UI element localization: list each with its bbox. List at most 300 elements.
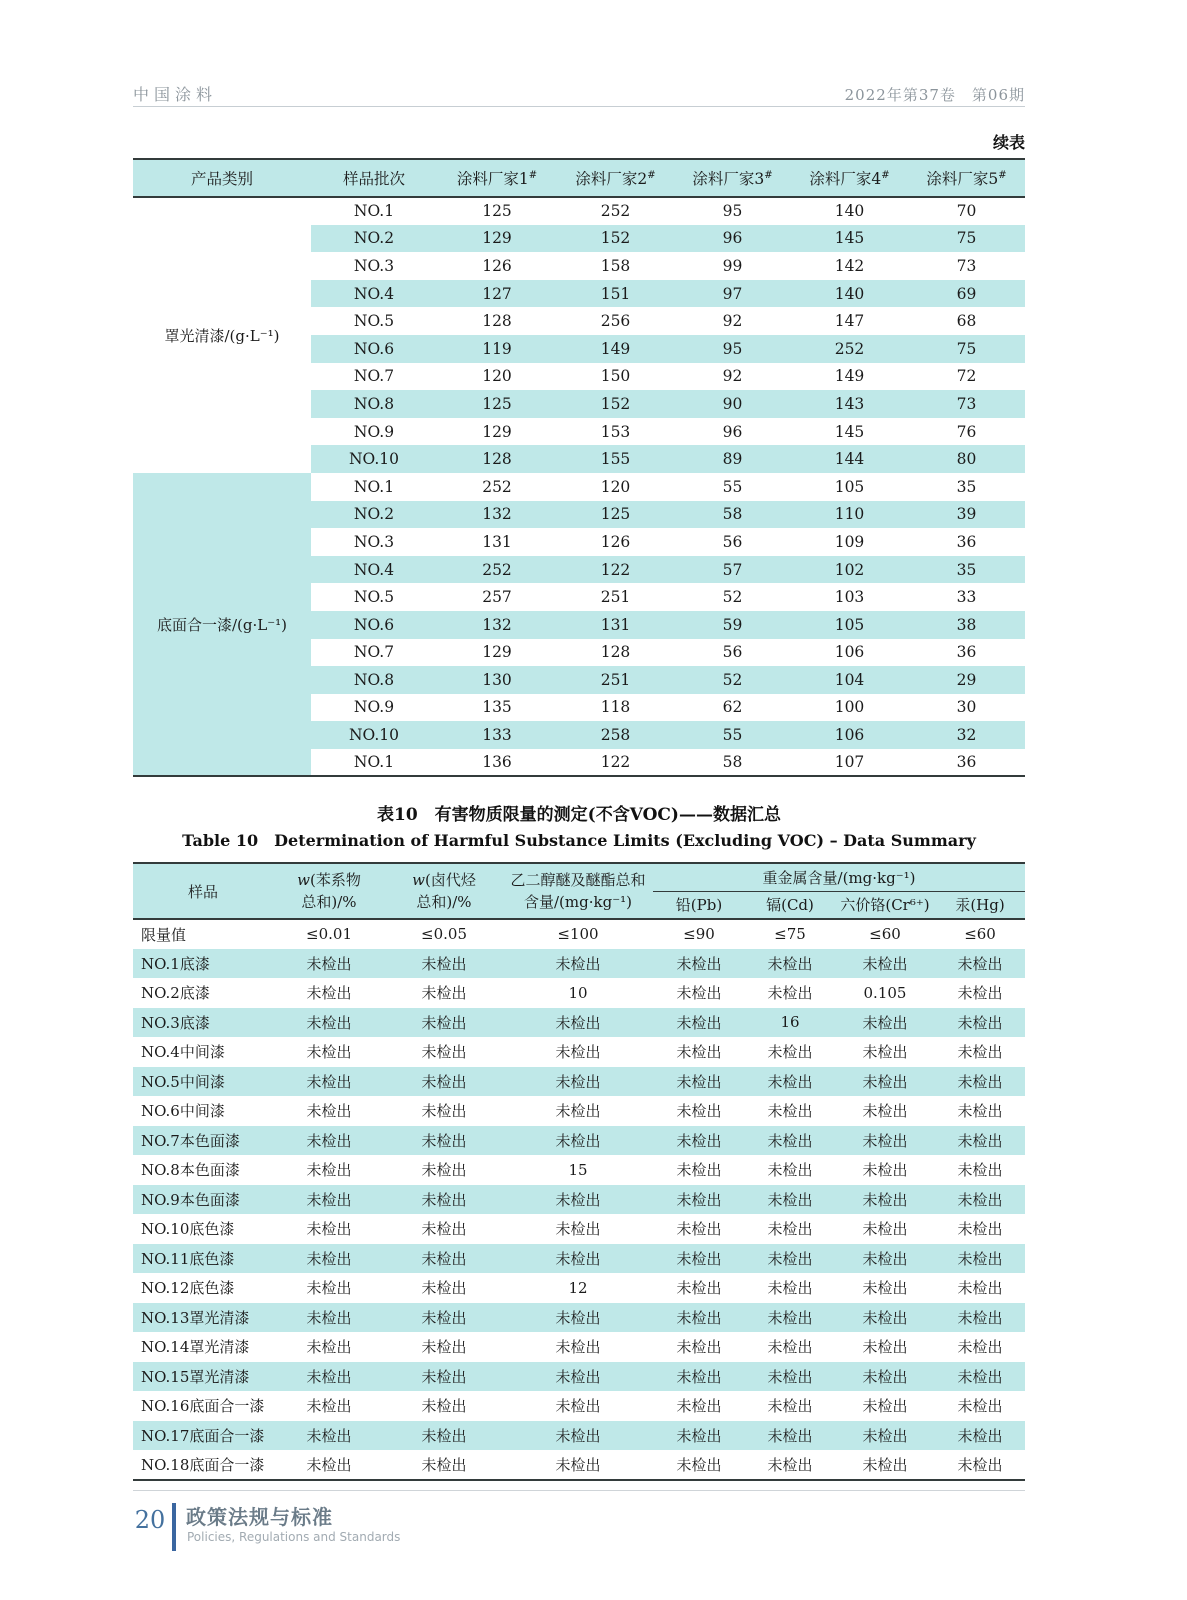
sample-label-cell: NO.3底漆 bbox=[141, 1013, 210, 1032]
value-cell: 106 bbox=[834, 643, 865, 662]
value-cell: 未检出 bbox=[957, 1161, 1003, 1180]
t1-header-sample-batch: 样品批次 bbox=[311, 159, 437, 197]
value-cell: 95 bbox=[722, 202, 743, 221]
value-cell: 147 bbox=[834, 312, 865, 331]
value-cell: 70 bbox=[956, 202, 977, 221]
value-cell: 109 bbox=[834, 532, 865, 551]
value-cell: 140 bbox=[834, 202, 865, 221]
value-cell: 0.105 bbox=[863, 983, 907, 1002]
value-cell: 16 bbox=[780, 1013, 800, 1032]
value-cell: 153 bbox=[600, 422, 631, 441]
value-cell: 未检出 bbox=[862, 1455, 908, 1474]
value-cell: 未检出 bbox=[306, 954, 352, 973]
value-cell: 未检出 bbox=[862, 1102, 908, 1121]
sample-batch-cell: NO.4 bbox=[353, 284, 395, 303]
harmful-substance-table bbox=[133, 862, 1025, 1481]
sample-batch-cell: NO.7 bbox=[353, 643, 395, 662]
table-row bbox=[133, 1126, 1025, 1156]
value-cell: 149 bbox=[600, 339, 631, 358]
t1-header-manufacturer-2: 涂料厂家2# bbox=[557, 159, 674, 197]
t2-header-mercury: 汞(Hg) bbox=[935, 891, 1025, 919]
value-cell: 未检出 bbox=[862, 1426, 908, 1445]
value-cell: 未检出 bbox=[767, 1161, 813, 1180]
sample-label-cell: NO.2底漆 bbox=[141, 984, 210, 1003]
value-cell: 未检出 bbox=[767, 1190, 813, 1209]
value-cell: 96 bbox=[722, 422, 743, 441]
sample-batch-cell: NO.4 bbox=[353, 560, 395, 579]
value-cell: 122 bbox=[600, 560, 631, 579]
sample-label-cell: NO.13罩光清漆 bbox=[141, 1308, 250, 1327]
footer-rule bbox=[133, 1490, 1025, 1491]
sample-batch-cell: NO.1 bbox=[353, 477, 395, 496]
value-cell: 58 bbox=[722, 753, 743, 772]
value-cell: 145 bbox=[834, 422, 865, 441]
sample-label-cell: NO.11底色漆 bbox=[141, 1249, 235, 1268]
value-cell: 未检出 bbox=[555, 954, 601, 973]
table-row bbox=[133, 1450, 1025, 1480]
voc-continued-table bbox=[133, 158, 1025, 777]
value-cell: 未检出 bbox=[306, 1013, 352, 1032]
value-cell: 122 bbox=[600, 753, 631, 772]
value-cell: 62 bbox=[722, 698, 743, 717]
value-cell: 未检出 bbox=[957, 1249, 1003, 1268]
value-cell: 未检出 bbox=[862, 954, 908, 973]
value-cell: ≤60 bbox=[869, 925, 901, 944]
table2-title-en: Table 10 Determination of Harmful Substance Limits (Excluding VOC) – Data Summary bbox=[182, 831, 976, 850]
table-row bbox=[133, 1391, 1025, 1421]
table-row bbox=[133, 1096, 1025, 1126]
value-cell: 52 bbox=[722, 588, 743, 607]
value-cell: 未检出 bbox=[676, 1279, 722, 1298]
value-cell: 未检出 bbox=[957, 1220, 1003, 1239]
value-cell: 76 bbox=[956, 422, 977, 441]
value-cell: 120 bbox=[482, 367, 512, 386]
value-cell: 10 bbox=[568, 983, 588, 1002]
sample-batch-cell: NO.1 bbox=[353, 202, 395, 221]
sample-label-cell: NO.14罩光清漆 bbox=[141, 1338, 250, 1357]
sample-batch-cell: NO.1 bbox=[353, 753, 395, 772]
value-cell: 未检出 bbox=[767, 1367, 813, 1386]
value-cell: 129 bbox=[482, 229, 512, 248]
value-cell: 未检出 bbox=[306, 1249, 352, 1268]
footer-page-number: 20 bbox=[134, 1506, 166, 1534]
table2-header-row-1 bbox=[133, 863, 1025, 891]
value-cell: 未检出 bbox=[676, 1131, 722, 1150]
table-row bbox=[133, 978, 1025, 1008]
value-cell: 未检出 bbox=[767, 1043, 813, 1062]
value-cell: 36 bbox=[956, 753, 977, 772]
value-cell: 95 bbox=[722, 339, 743, 358]
value-cell: 38 bbox=[956, 615, 977, 634]
value-cell: 未检出 bbox=[421, 1161, 467, 1180]
value-cell: 未检出 bbox=[306, 1190, 352, 1209]
table-row bbox=[133, 1214, 1025, 1244]
value-cell: 32 bbox=[956, 726, 977, 745]
sample-batch-cell: NO.6 bbox=[353, 339, 395, 358]
value-cell: 未检出 bbox=[676, 1072, 722, 1091]
value-cell: 未检出 bbox=[306, 1072, 352, 1091]
table-row bbox=[133, 1362, 1025, 1392]
value-cell: 未检出 bbox=[767, 1131, 813, 1150]
sample-batch-cell: NO.3 bbox=[353, 532, 395, 551]
value-cell: 未检出 bbox=[555, 1190, 601, 1209]
value-cell: 126 bbox=[482, 256, 512, 275]
t1-header-manufacturer-3: 涂料厂家3# bbox=[674, 159, 791, 197]
value-cell: 未检出 bbox=[555, 1455, 601, 1474]
value-cell: 未检出 bbox=[421, 1249, 467, 1268]
value-cell: 102 bbox=[834, 560, 865, 579]
value-cell: 未检出 bbox=[676, 1338, 722, 1357]
value-cell: 未检出 bbox=[676, 1397, 722, 1416]
value-cell: 125 bbox=[600, 505, 631, 524]
value-cell: ≤90 bbox=[683, 925, 715, 944]
value-cell: 未检出 bbox=[862, 1131, 908, 1150]
value-cell: 未检出 bbox=[862, 1013, 908, 1032]
value-cell: 132 bbox=[482, 615, 512, 634]
value-cell: 未检出 bbox=[767, 1397, 813, 1416]
t2-header-halocarbon: w(卤代烃 总和)/% bbox=[385, 863, 503, 919]
value-cell: 未检出 bbox=[957, 1190, 1003, 1209]
value-cell: 36 bbox=[956, 643, 977, 662]
sample-batch-cell: NO.8 bbox=[353, 394, 395, 413]
value-cell: 未检出 bbox=[555, 1102, 601, 1121]
value-cell: 75 bbox=[956, 229, 977, 248]
table2-body bbox=[133, 919, 1025, 1480]
value-cell: 未检出 bbox=[957, 1131, 1003, 1150]
value-cell: 未检出 bbox=[555, 1308, 601, 1327]
value-cell: 55 bbox=[722, 726, 743, 745]
value-cell: 29 bbox=[956, 670, 977, 689]
value-cell: 未检出 bbox=[676, 1013, 722, 1032]
value-cell: 未检出 bbox=[767, 1102, 813, 1121]
value-cell: 256 bbox=[600, 312, 631, 331]
value-cell: 未检出 bbox=[555, 1397, 601, 1416]
value-cell: 未检出 bbox=[676, 1249, 722, 1268]
value-cell: 106 bbox=[834, 726, 865, 745]
sample-batch-cell: NO.2 bbox=[353, 505, 395, 524]
t2-header-sample: 样品 bbox=[133, 863, 273, 919]
value-cell: 未检出 bbox=[676, 1308, 722, 1327]
t2-header-heavy-metals-group: 重金属含量/(mg·kg⁻¹) bbox=[653, 863, 1025, 891]
value-cell: 69 bbox=[956, 284, 977, 303]
sample-label-cell: NO.12底色漆 bbox=[141, 1279, 235, 1298]
value-cell: 119 bbox=[482, 339, 512, 358]
table1-header-row bbox=[133, 159, 1025, 197]
value-cell: 未检出 bbox=[767, 1249, 813, 1268]
t2-header-lead: 铅(Pb) bbox=[653, 891, 745, 919]
table2-title-cn: 表10 有害物质限量的测定(不含VOC)——数据汇总 bbox=[377, 805, 781, 825]
value-cell: 89 bbox=[722, 450, 743, 469]
sample-batch-cell: NO.10 bbox=[348, 450, 399, 469]
value-cell: 未检出 bbox=[957, 1072, 1003, 1091]
footer-section-title-en: Policies, Regulations and Standards bbox=[187, 1530, 401, 1544]
value-cell: 未检出 bbox=[767, 984, 813, 1003]
sample-batch-cell: NO.6 bbox=[353, 615, 395, 634]
value-cell: 158 bbox=[600, 256, 631, 275]
value-cell: 125 bbox=[482, 202, 512, 221]
value-cell: 152 bbox=[600, 229, 631, 248]
table-row bbox=[133, 949, 1025, 979]
value-cell: ≤0.05 bbox=[421, 925, 467, 944]
value-cell: 未检出 bbox=[862, 1279, 908, 1298]
value-cell: 未检出 bbox=[421, 1397, 467, 1416]
sample-batch-cell: NO.8 bbox=[353, 670, 395, 689]
value-cell: 未检出 bbox=[957, 1397, 1003, 1416]
value-cell: 未检出 bbox=[306, 1308, 352, 1327]
continued-table-label: 续表 bbox=[992, 133, 1025, 152]
sample-label-cell: NO.5中间漆 bbox=[141, 1072, 225, 1091]
value-cell: 未检出 bbox=[421, 1190, 467, 1209]
value-cell: 未检出 bbox=[421, 1279, 467, 1298]
footer-section-title-cn: 政策法规与标准 bbox=[186, 1505, 333, 1529]
value-cell: 未检出 bbox=[306, 1367, 352, 1386]
value-cell: 90 bbox=[722, 394, 743, 413]
value-cell: 未检出 bbox=[957, 1338, 1003, 1357]
value-cell: 未检出 bbox=[421, 1131, 467, 1150]
value-cell: 152 bbox=[600, 394, 631, 413]
value-cell: 96 bbox=[722, 229, 743, 248]
sample-label-cell: NO.1底漆 bbox=[141, 954, 210, 973]
value-cell: 128 bbox=[482, 450, 512, 469]
value-cell: 100 bbox=[834, 698, 865, 717]
value-cell: ≤100 bbox=[557, 925, 599, 944]
value-cell: 未检出 bbox=[555, 1072, 601, 1091]
value-cell: 99 bbox=[722, 256, 743, 275]
value-cell: 125 bbox=[482, 394, 512, 413]
value-cell: 未检出 bbox=[957, 1102, 1003, 1121]
value-cell: 130 bbox=[482, 670, 512, 689]
value-cell: 未检出 bbox=[306, 1397, 352, 1416]
value-cell: 未检出 bbox=[306, 1279, 352, 1298]
value-cell: 未检出 bbox=[306, 1131, 352, 1150]
value-cell: 120 bbox=[600, 477, 631, 496]
value-cell: 129 bbox=[482, 422, 512, 441]
value-cell: 未检出 bbox=[555, 1220, 601, 1239]
value-cell: 未检出 bbox=[862, 1397, 908, 1416]
value-cell: 59 bbox=[722, 615, 743, 634]
value-cell: 142 bbox=[834, 256, 865, 275]
value-cell: 未检出 bbox=[555, 1043, 601, 1062]
value-cell: 未检出 bbox=[957, 1308, 1003, 1327]
value-cell: 68 bbox=[956, 312, 977, 331]
value-cell: 118 bbox=[600, 698, 631, 717]
value-cell: 未检出 bbox=[421, 1072, 467, 1091]
value-cell: 73 bbox=[956, 394, 977, 413]
value-cell: 92 bbox=[722, 367, 743, 386]
table-row bbox=[133, 1244, 1025, 1274]
value-cell: 未检出 bbox=[767, 1279, 813, 1298]
value-cell: 未检出 bbox=[957, 1426, 1003, 1445]
value-cell: 未检出 bbox=[862, 1220, 908, 1239]
value-cell: 252 bbox=[482, 477, 512, 496]
value-cell: 未检出 bbox=[421, 1043, 467, 1062]
table-row bbox=[133, 1155, 1025, 1185]
table1-body bbox=[133, 197, 1025, 776]
value-cell: 55 bbox=[722, 477, 743, 496]
value-cell: 80 bbox=[956, 450, 977, 469]
value-cell: 未检出 bbox=[767, 1072, 813, 1091]
value-cell: 33 bbox=[956, 588, 977, 607]
value-cell: 未检出 bbox=[676, 984, 722, 1003]
value-cell: 未检出 bbox=[306, 984, 352, 1003]
value-cell: 未检出 bbox=[421, 1426, 467, 1445]
value-cell: 未检出 bbox=[676, 1220, 722, 1239]
sample-batch-cell: NO.3 bbox=[353, 256, 395, 275]
value-cell: 未检出 bbox=[421, 984, 467, 1003]
value-cell: 未检出 bbox=[306, 1220, 352, 1239]
value-cell: 132 bbox=[482, 505, 512, 524]
value-cell: 128 bbox=[600, 643, 631, 662]
sample-label-cell: NO.6中间漆 bbox=[141, 1102, 225, 1121]
value-cell: 145 bbox=[834, 229, 865, 248]
sample-label-cell: NO.7本色面漆 bbox=[141, 1131, 240, 1150]
value-cell: 258 bbox=[600, 726, 631, 745]
sample-label-cell: NO.17底面合一漆 bbox=[141, 1426, 265, 1445]
value-cell: 133 bbox=[482, 726, 512, 745]
value-cell: 252 bbox=[834, 339, 865, 358]
value-cell: 未检出 bbox=[862, 1190, 908, 1209]
table-row bbox=[133, 197, 1025, 225]
sample-batch-cell: NO.7 bbox=[353, 367, 395, 386]
table-row bbox=[133, 473, 1025, 501]
value-cell: ≤75 bbox=[774, 925, 806, 944]
value-cell: 未检出 bbox=[306, 1455, 352, 1474]
value-cell: 未检出 bbox=[767, 1308, 813, 1327]
value-cell: 未检出 bbox=[862, 1308, 908, 1327]
sample-batch-cell: NO.2 bbox=[353, 229, 395, 248]
value-cell: 131 bbox=[482, 532, 512, 551]
value-cell: 57 bbox=[722, 560, 743, 579]
t1-header-manufacturer-4: 涂料厂家4# bbox=[791, 159, 908, 197]
value-cell: 未检出 bbox=[306, 1338, 352, 1357]
value-cell: 52 bbox=[722, 670, 743, 689]
value-cell: 105 bbox=[834, 477, 865, 496]
value-cell: 149 bbox=[834, 367, 865, 386]
sample-label-cell: NO.18底面合一漆 bbox=[141, 1455, 265, 1474]
value-cell: 未检出 bbox=[555, 1131, 601, 1150]
sample-label-cell: NO.4中间漆 bbox=[141, 1043, 225, 1062]
t1-header-manufacturer-1: 涂料厂家1# bbox=[437, 159, 557, 197]
value-cell: 131 bbox=[600, 615, 631, 634]
value-cell: 56 bbox=[722, 643, 743, 662]
t1-header-manufacturer-5: 涂料厂家5# bbox=[908, 159, 1025, 197]
value-cell: 未检出 bbox=[767, 1338, 813, 1357]
sample-label-cell: NO.16底面合一漆 bbox=[141, 1397, 265, 1416]
sample-label-cell: NO.10底色漆 bbox=[141, 1220, 235, 1239]
value-cell: 257 bbox=[482, 588, 512, 607]
value-cell: 未检出 bbox=[421, 1013, 467, 1032]
value-cell: 129 bbox=[482, 643, 512, 662]
table-row bbox=[133, 1303, 1025, 1333]
value-cell: 110 bbox=[834, 505, 865, 524]
value-cell: 252 bbox=[600, 202, 631, 221]
t2-header-benzene: w(苯系物 总和)/% bbox=[273, 863, 385, 919]
value-cell: 未检出 bbox=[555, 1367, 601, 1386]
italic-w: w bbox=[297, 871, 310, 889]
value-cell: 未检出 bbox=[957, 1455, 1003, 1474]
value-cell: 未检出 bbox=[957, 954, 1003, 973]
value-cell: 未检出 bbox=[862, 1249, 908, 1268]
value-cell: 未检出 bbox=[862, 1161, 908, 1180]
value-cell: 未检出 bbox=[421, 1102, 467, 1121]
value-cell: 未检出 bbox=[555, 1249, 601, 1268]
value-cell: 未检出 bbox=[306, 1102, 352, 1121]
value-cell: 未检出 bbox=[676, 1161, 722, 1180]
value-cell: 未检出 bbox=[421, 1220, 467, 1239]
table-row bbox=[133, 1067, 1025, 1097]
value-cell: 12 bbox=[568, 1278, 588, 1297]
table-row bbox=[133, 1185, 1025, 1215]
value-cell: 未检出 bbox=[676, 1426, 722, 1445]
t1-header-product-category: 产品类别 bbox=[133, 159, 311, 197]
value-cell: 未检出 bbox=[421, 1308, 467, 1327]
value-cell: 未检出 bbox=[767, 954, 813, 973]
value-cell: 未检出 bbox=[421, 1338, 467, 1357]
value-cell: 92 bbox=[722, 312, 743, 331]
value-cell: 未检出 bbox=[421, 1455, 467, 1474]
value-cell: 未检出 bbox=[676, 1102, 722, 1121]
value-cell: 35 bbox=[956, 560, 977, 579]
table-row bbox=[133, 1273, 1025, 1303]
value-cell: 未检出 bbox=[555, 1013, 601, 1032]
value-cell: 未检出 bbox=[957, 1043, 1003, 1062]
table-row bbox=[133, 1008, 1025, 1038]
value-cell: 未检出 bbox=[676, 1190, 722, 1209]
value-cell: 126 bbox=[600, 532, 631, 551]
value-cell: 73 bbox=[956, 256, 977, 275]
value-cell: 56 bbox=[722, 532, 743, 551]
italic-w: w bbox=[412, 871, 425, 889]
issue-info: 2022年第37卷 第06期 bbox=[844, 86, 1025, 104]
value-cell: 97 bbox=[722, 284, 743, 303]
value-cell: 未检出 bbox=[306, 1426, 352, 1445]
table-row bbox=[133, 919, 1025, 949]
value-cell: 104 bbox=[834, 670, 865, 689]
value-cell: 105 bbox=[834, 615, 865, 634]
table-row bbox=[133, 1037, 1025, 1067]
product-category-cell: 底面合一漆/(g·L⁻¹) bbox=[133, 473, 311, 777]
value-cell: 未检出 bbox=[306, 1161, 352, 1180]
value-cell: 15 bbox=[568, 1160, 588, 1179]
table-row bbox=[133, 1332, 1025, 1362]
value-cell: 143 bbox=[834, 394, 865, 413]
value-cell: 未检出 bbox=[862, 1043, 908, 1062]
journal-name: 中国涂料 bbox=[133, 85, 218, 104]
value-cell: 未检出 bbox=[676, 954, 722, 973]
value-cell: 39 bbox=[956, 505, 977, 524]
value-cell: 155 bbox=[600, 450, 631, 469]
value-cell: 未检出 bbox=[421, 1367, 467, 1386]
sample-batch-cell: NO.9 bbox=[353, 698, 395, 717]
value-cell: 103 bbox=[834, 588, 865, 607]
footer-accent-bar bbox=[172, 1503, 176, 1551]
value-cell: 未检出 bbox=[862, 1338, 908, 1357]
value-cell: 未检出 bbox=[957, 984, 1003, 1003]
value-cell: 未检出 bbox=[306, 1043, 352, 1062]
value-cell: 75 bbox=[956, 339, 977, 358]
value-cell: 251 bbox=[600, 670, 631, 689]
value-cell: 135 bbox=[482, 698, 512, 717]
t2-header-cadmium: 镉(Cd) bbox=[745, 891, 835, 919]
value-cell: 36 bbox=[956, 532, 977, 551]
t2-header-chromium: 六价铬(Cr⁶⁺) bbox=[835, 891, 935, 919]
value-cell: 140 bbox=[834, 284, 865, 303]
value-cell: 未检出 bbox=[676, 1367, 722, 1386]
value-cell: 未检出 bbox=[767, 1455, 813, 1474]
value-cell: 136 bbox=[482, 753, 512, 772]
sample-batch-cell: NO.5 bbox=[353, 588, 395, 607]
value-cell: ≤60 bbox=[964, 925, 996, 944]
